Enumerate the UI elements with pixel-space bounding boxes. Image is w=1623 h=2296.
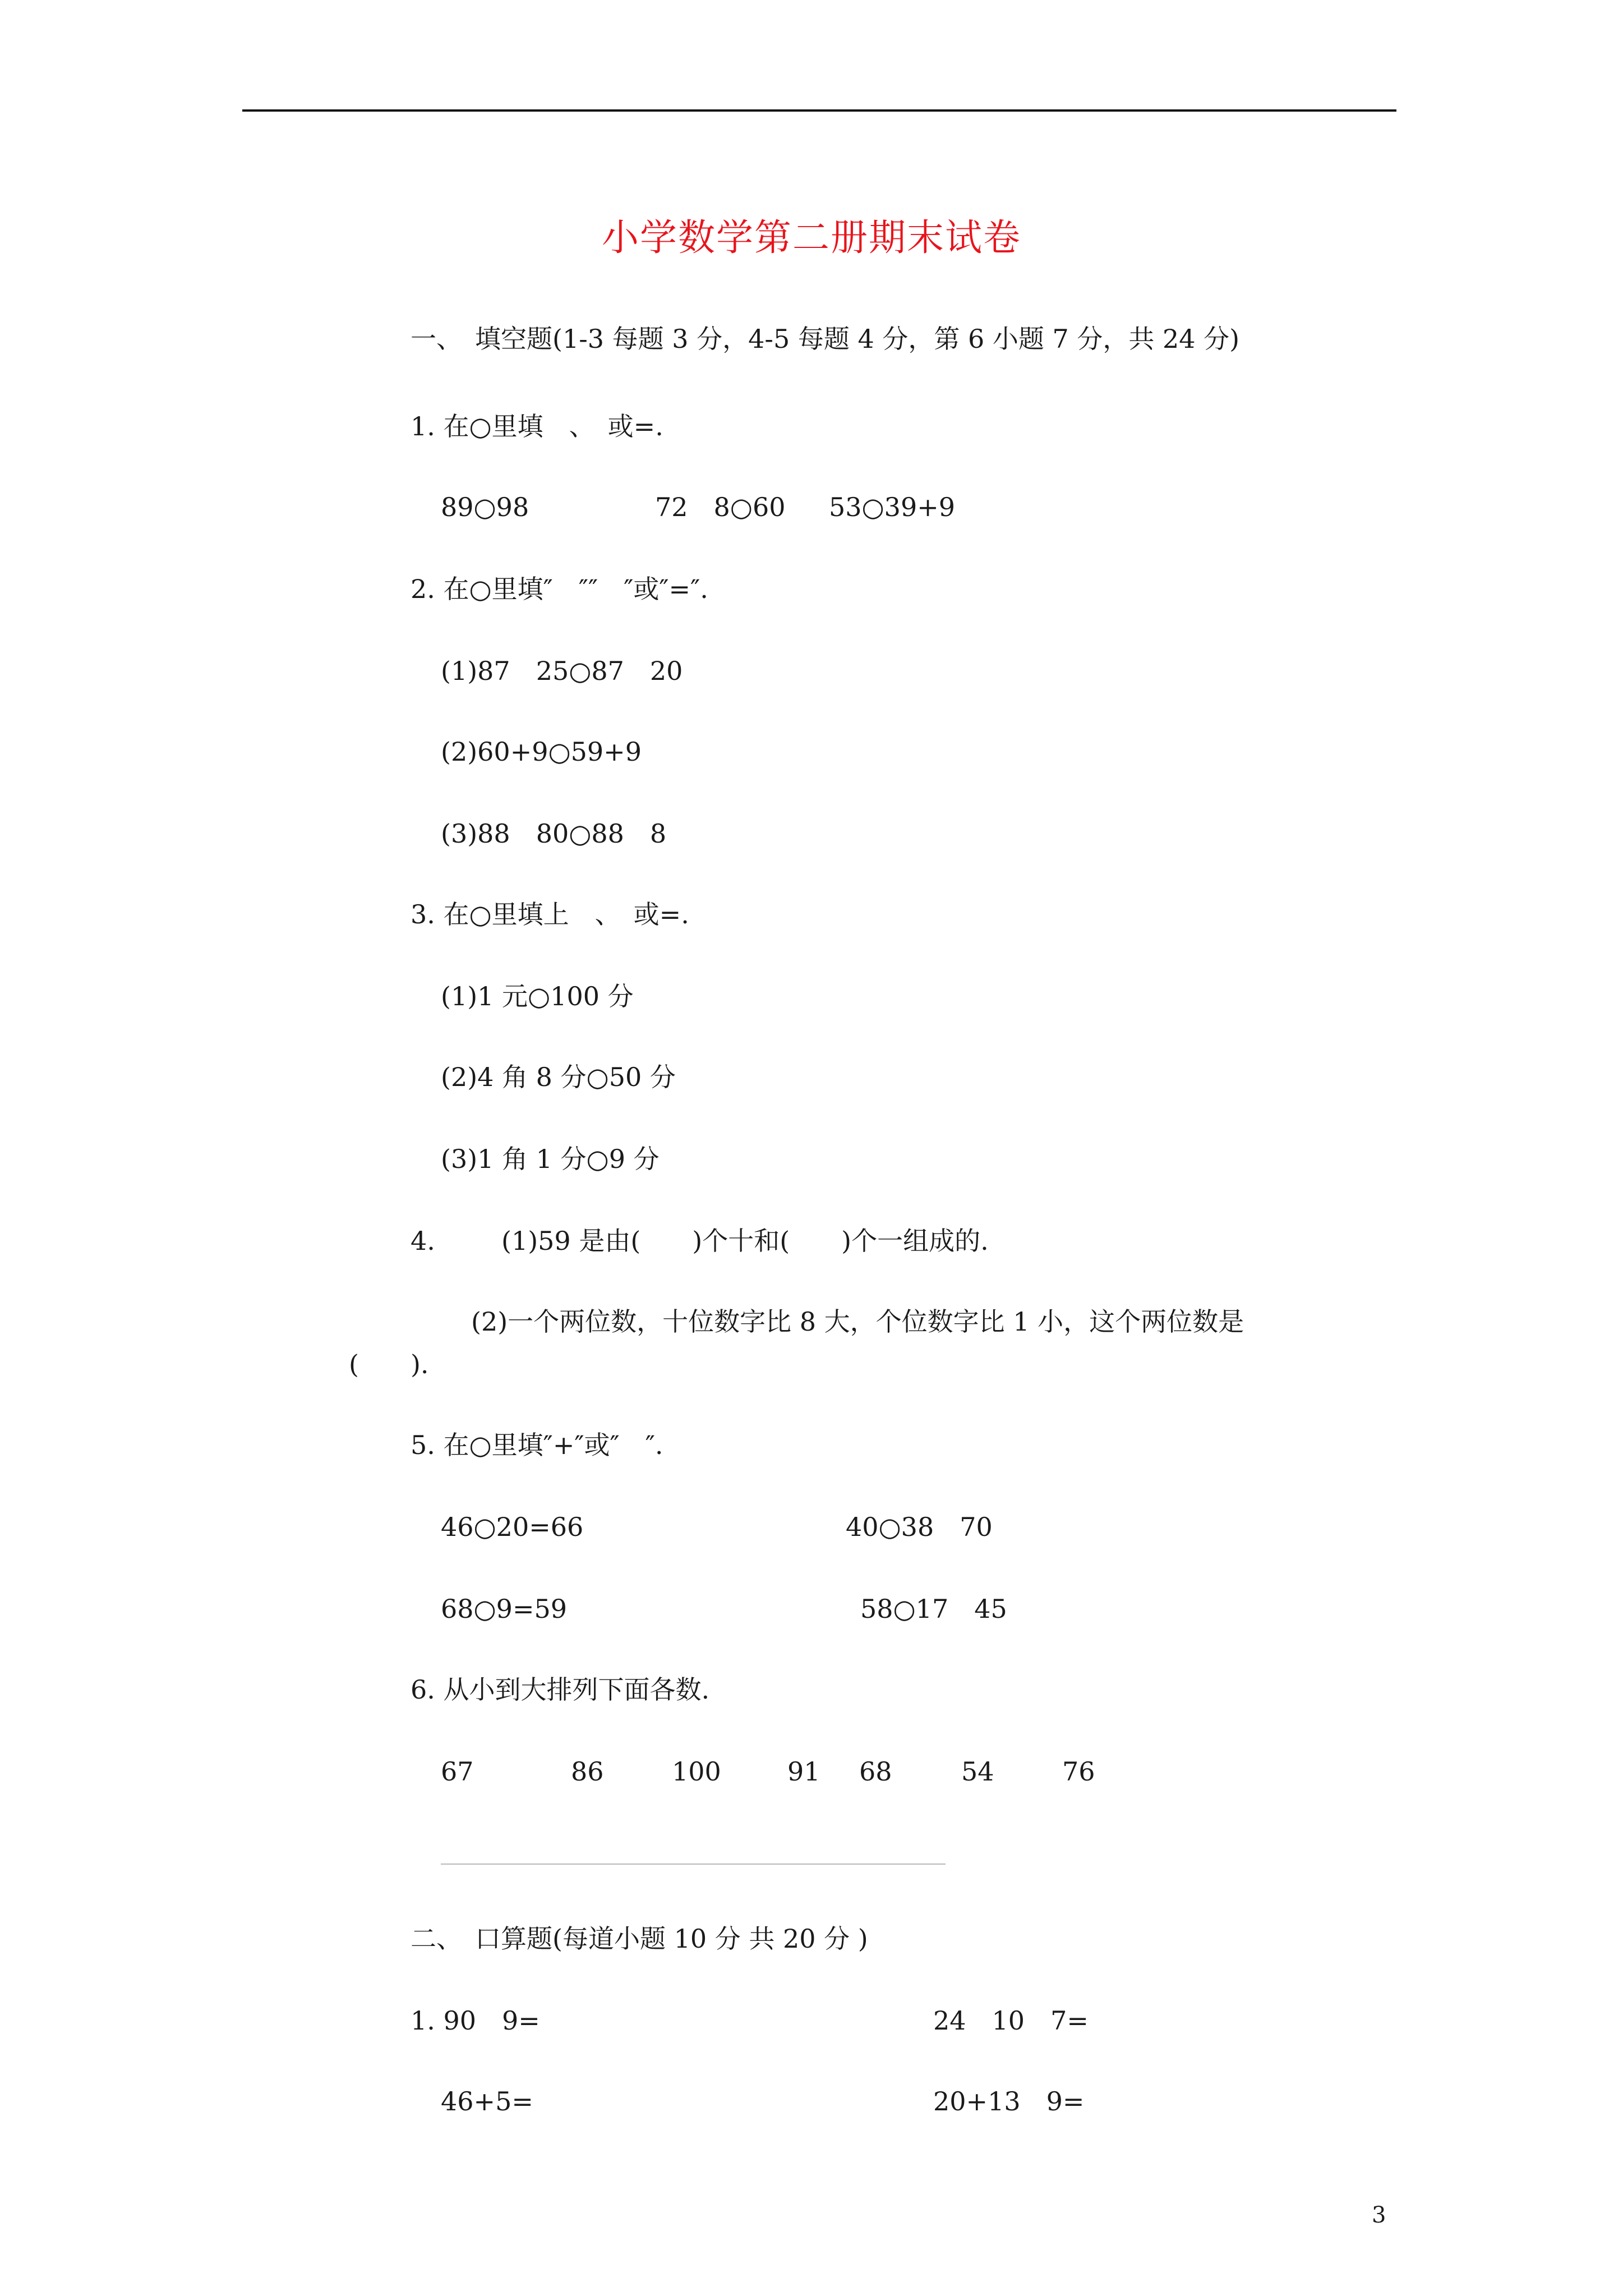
q5-item-b: 40○38 70 bbox=[846, 1512, 993, 1542]
number-item: 67 bbox=[441, 1756, 474, 1787]
question-4: 4. bbox=[411, 1226, 435, 1256]
calc-item-4: 20+13 9= bbox=[933, 2086, 1085, 2116]
q2-item-3: (3)88 80○88 8 bbox=[441, 818, 667, 849]
section-2-heading: 二、 口算题(每道小题 10 分 共 20 分 ) bbox=[411, 1924, 868, 1954]
q5-item-a: 46○20=66 bbox=[441, 1512, 584, 1542]
q2-item-2: (2)60+9○59+9 bbox=[441, 737, 642, 767]
calc-item-1: 1. 90 9= bbox=[411, 2005, 540, 2036]
q5-item-c: 68○9=59 bbox=[441, 1594, 568, 1624]
q1-item-a: 89○98 bbox=[441, 492, 529, 522]
question-3: 3. 在○里填上 、 或=. bbox=[411, 899, 689, 930]
q3-item-1: (1)1 元○100 分 bbox=[441, 981, 634, 1011]
q4-part-2: (2)一个两位数，十位数字比 8 大，个位数字比 1 小，这个两位数是 bbox=[471, 1306, 1244, 1337]
number-item: 86 bbox=[571, 1756, 604, 1787]
number-item: 68 bbox=[859, 1756, 892, 1787]
question-2: 2. 在○里填″ ″″ ″或″=″. bbox=[411, 574, 708, 604]
answer-line bbox=[441, 1864, 946, 1865]
q4-part-2-blank: ( ). bbox=[349, 1349, 429, 1379]
number-item: 100 bbox=[672, 1756, 721, 1787]
number-item: 76 bbox=[1062, 1756, 1095, 1787]
q3-item-3: (3)1 角 1 分○9 分 bbox=[441, 1144, 660, 1174]
question-6: 6. 从小到大排列下面各数. bbox=[411, 1674, 710, 1705]
q1-item-b: 72 8○60 bbox=[655, 492, 786, 522]
question-5: 5. 在○里填″+″或″ ″. bbox=[411, 1430, 663, 1460]
page-number: 3 bbox=[1372, 2202, 1386, 2228]
q2-item-1: (1)87 25○87 20 bbox=[441, 656, 683, 686]
calc-item-3: 46+5= bbox=[441, 2086, 533, 2116]
q1-item-c: 53○39+9 bbox=[829, 492, 956, 522]
page-title: 小学数学第二册期末试卷 bbox=[602, 216, 1021, 259]
q4-part-1: (1)59 是由( )个十和( )个一组成的. bbox=[501, 1226, 989, 1256]
section-1-heading: 一、 填空题(1-3 每题 3 分，4-5 每题 4 分，第 6 小题 7 分，共 24 分) bbox=[411, 324, 1240, 354]
number-item: 54 bbox=[961, 1756, 994, 1787]
question-1: 1. 在○里填 、 或=. bbox=[411, 411, 663, 441]
header-rule bbox=[242, 109, 1396, 112]
q3-item-2: (2)4 角 8 分○50 分 bbox=[441, 1062, 676, 1092]
number-item: 91 bbox=[787, 1756, 820, 1787]
q5-item-d: 58○17 45 bbox=[860, 1594, 1007, 1624]
calc-item-2: 24 10 7= bbox=[933, 2005, 1089, 2036]
